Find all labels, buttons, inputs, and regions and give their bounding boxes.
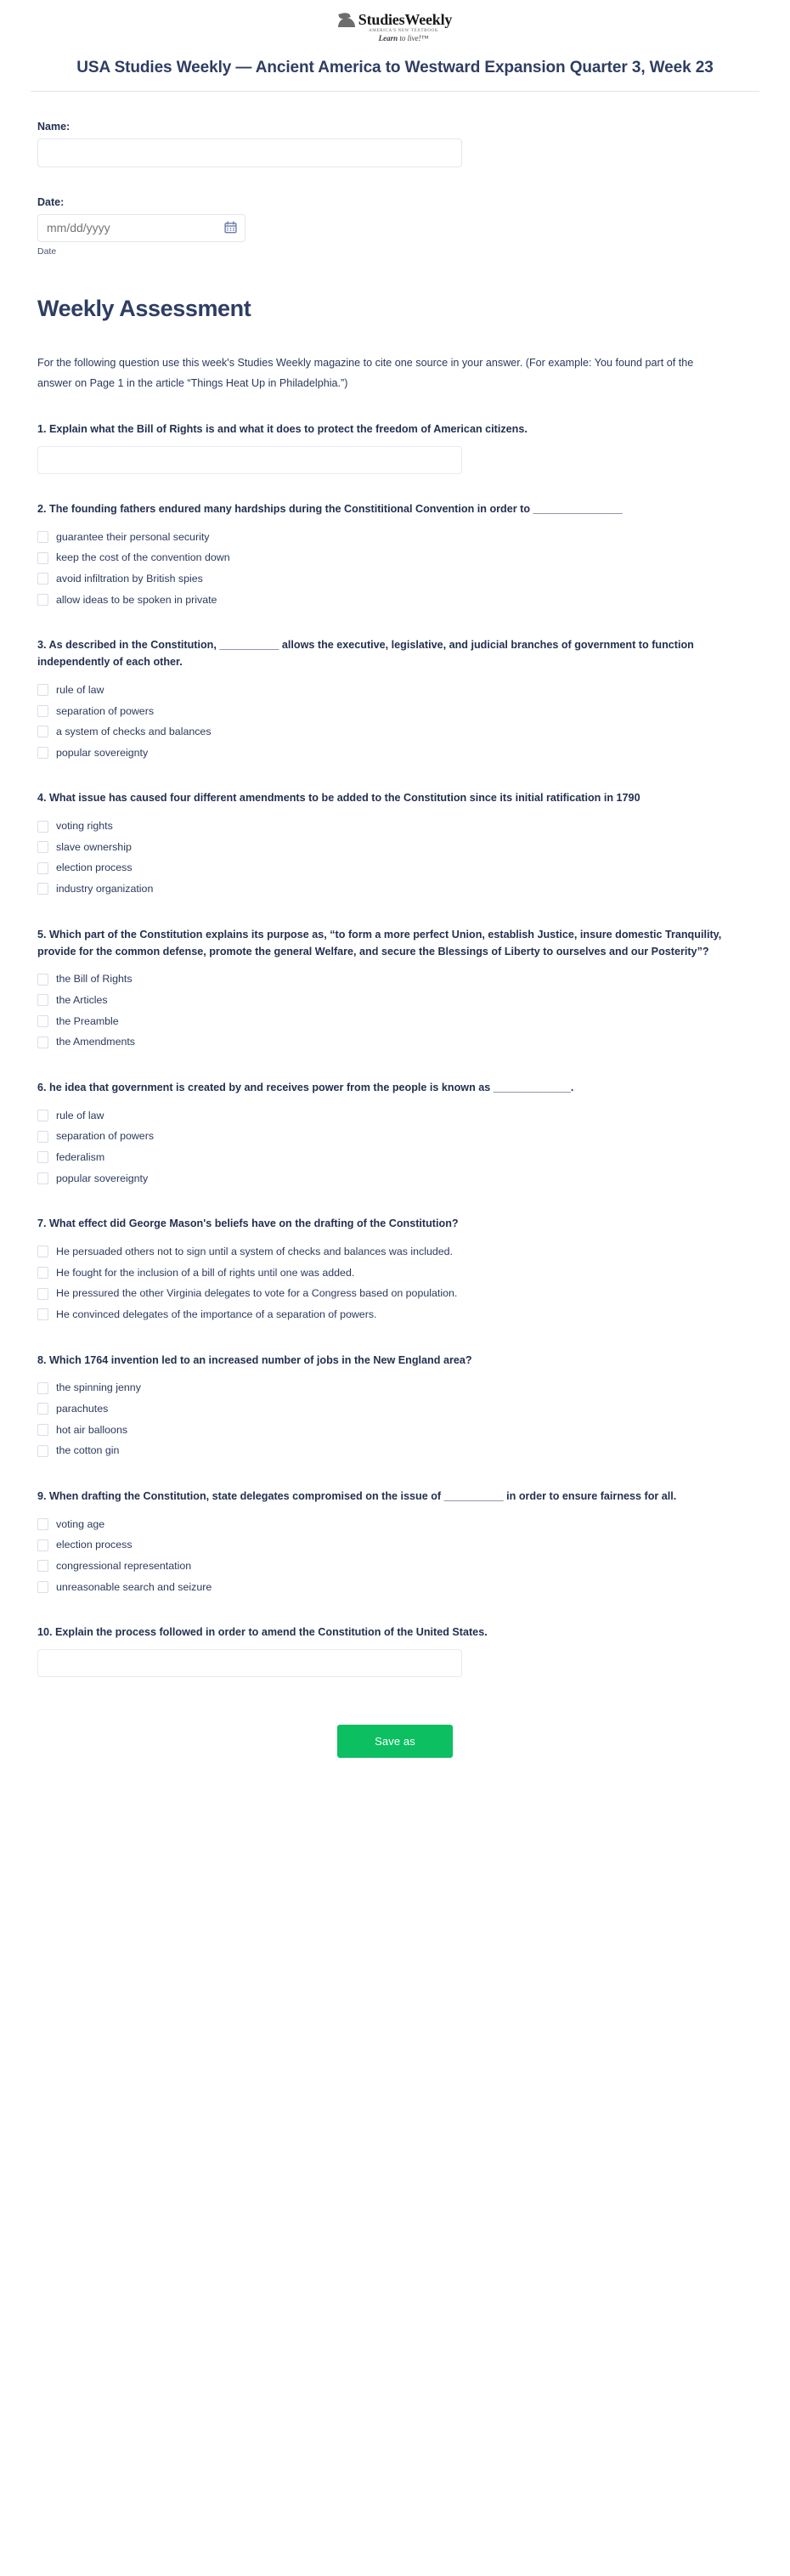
option-row[interactable] [37,969,753,990]
checkbox-icon[interactable] [37,1267,48,1279]
option-label: rule of law [56,683,104,696]
checkbox-icon[interactable] [37,841,48,853]
checkbox-icon[interactable] [37,1172,48,1184]
question-8 [37,1353,753,1461]
question-text: 2. The founding fathers endured many hardships during the Constititional Convention in order to _______________ [37,502,623,515]
calendar-icon[interactable] [224,221,237,234]
option-row[interactable] [37,743,753,764]
option-row[interactable] [37,1283,753,1304]
logo-tagline: AMERICA'S NEW TEXTBOOK [368,28,438,33]
option-label: voting rights [56,820,113,833]
checkbox-icon[interactable] [37,974,48,986]
checkbox-icon[interactable] [37,684,48,696]
question-2 [37,501,753,610]
question-3 [37,637,753,763]
option-row[interactable] [37,990,753,1011]
checkbox-icon[interactable] [37,1308,48,1320]
option-row[interactable] [37,878,753,900]
option-row[interactable] [37,590,753,611]
question-7-options [37,1241,753,1325]
question-text: 8. Which 1764 invention led to an increased number of jobs in the New England area? [37,1353,472,1366]
option-label: election process [56,1539,133,1551]
option-label: industry organization [56,883,154,895]
option-row[interactable] [37,568,753,590]
logo-slogan-bold: Learn [378,34,398,43]
option-row[interactable] [37,1556,753,1577]
option-row[interactable] [37,1031,753,1053]
option-row[interactable] [37,701,753,722]
question-text: 6. he idea that government is created by and receives power from the people is known as _____________. [37,1081,574,1093]
option-label: He persuaded others not to sign until a system of checks and balances was included. [56,1246,453,1258]
form-header [0,0,790,92]
option-label: the Bill of Rights [56,973,133,986]
checkbox-icon[interactable] [37,594,48,606]
option-row[interactable] [37,1304,753,1325]
option-row[interactable] [37,1398,753,1420]
option-row[interactable] [37,1168,753,1189]
option-label: the Preamble [56,1014,119,1027]
checkbox-icon[interactable] [37,1518,48,1530]
option-row[interactable] [37,857,753,878]
question-6 [37,1080,753,1189]
option-row[interactable] [37,1011,753,1032]
logo-slogan-rest: to live!™ [398,34,429,43]
question-text: 5. Which part of the Constitution explains its purpose as, “to form a more perfect Union, establish Justice, insure domestic Tranquility, provide for the common defense, promote the general Welfare, and secure the Blessings of Liberty to ourselves and our Posterity”? [37,928,722,958]
checkbox-icon[interactable] [37,552,48,564]
option-row[interactable] [37,547,753,568]
question-10 [37,1624,753,1677]
question-text: 4. What issue has caused four different amendments to be added to the Constitution since its initial ratification in 1790 [37,792,640,805]
option-row[interactable] [37,1534,753,1556]
question-1-answer-input[interactable] [37,446,462,474]
option-label: the Amendments [56,1036,135,1048]
checkbox-icon[interactable] [37,1382,48,1394]
option-label: keep the cost of the convention down [56,551,230,564]
option-label: He pressured the other Virginia delegates to vote for a Congress based on population. [56,1287,458,1300]
question-9-options [37,1514,753,1597]
logo-slogan [355,35,452,42]
question-1 [37,421,753,474]
checkbox-icon[interactable] [37,1424,48,1436]
save-as-button[interactable]: Save as [337,1725,453,1758]
option-label: guarantee their personal security [56,530,210,543]
option-row[interactable] [37,1420,753,1441]
option-row[interactable] [37,1241,753,1263]
question-3-options [37,680,753,763]
checkbox-icon[interactable] [37,747,48,759]
checkbox-icon[interactable] [37,1151,48,1163]
option-row[interactable] [37,1514,753,1535]
option-row[interactable] [37,837,753,858]
date-label: Date: [37,195,65,208]
title-divider [31,91,759,92]
checkbox-icon[interactable] [37,1110,48,1121]
checkbox-icon[interactable] [37,1560,48,1572]
option-label: slave ownership [56,840,132,853]
option-label: unreasonable search and seizure [56,1580,212,1593]
question-10-answer-input[interactable] [37,1649,462,1677]
option-label: He convinced delegates of the importance of a separation of powers. [56,1308,377,1320]
option-row[interactable] [37,1377,753,1398]
checkbox-icon[interactable] [37,726,48,737]
option-row[interactable] [37,816,753,837]
date-field-block [37,196,753,257]
name-field-block [37,121,753,167]
assessment-heading: Weekly Assessment [37,295,251,321]
question-text: 10. Explain the process followed in order to amend the Constitution of the United States. [37,1626,488,1639]
option-label: hot air balloons [56,1423,128,1436]
page-title: USA Studies Weekly — Ancient America to Westward Expansion Quarter 3, Week 23 [76,59,714,77]
option-label: separation of powers [56,1130,155,1143]
checkbox-icon[interactable] [37,883,48,895]
checkbox-icon[interactable] [37,1037,48,1048]
option-label: the spinning jenny [56,1381,141,1394]
logo-wordmark: StudiesWeekly [358,11,453,28]
option-row[interactable] [37,1105,753,1127]
date-input-wrapper [37,214,245,242]
checkbox-icon[interactable] [37,573,48,585]
name-input[interactable] [37,138,462,167]
option-row[interactable] [37,1147,753,1168]
option-label: popular sovereignty [56,746,149,759]
option-row[interactable] [37,527,753,548]
question-text: 9. When drafting the Constitution, state delegates compromised on the issue of __________ in order to ensure fairness for all. [37,1489,677,1502]
form-content [0,121,790,1809]
option-row[interactable] [37,1440,753,1461]
questions-list [37,421,753,1677]
checkbox-icon[interactable] [37,1403,48,1415]
option-label: the Articles [56,994,108,1007]
option-label: avoid infiltration by British spies [56,572,203,585]
question-5 [37,927,753,1053]
checkbox-icon[interactable] [37,531,48,543]
date-sub-label: Date [37,246,57,257]
option-label: parachutes [56,1403,109,1415]
option-row[interactable] [37,1263,753,1284]
option-label: a system of checks and balances [56,726,212,738]
option-label: rule of law [56,1109,104,1121]
option-label: federalism [56,1151,105,1164]
option-row[interactable] [37,1577,753,1598]
question-6-options [37,1105,753,1189]
option-row[interactable] [37,1126,753,1147]
option-label: congressional representation [56,1560,192,1573]
checkbox-icon[interactable] [37,862,48,874]
option-label: voting age [56,1517,105,1530]
option-row[interactable] [37,721,753,743]
checkbox-icon[interactable] [37,821,48,833]
form-actions [37,1725,753,1809]
question-4-options [37,816,753,899]
checkbox-icon[interactable] [37,1539,48,1551]
question-7 [37,1216,753,1325]
option-label: He fought for the inclusion of a bill of rights until one was added. [56,1266,355,1279]
option-label: popular sovereignty [56,1172,149,1184]
checkbox-icon[interactable] [37,994,48,1006]
question-9 [37,1489,753,1597]
option-label: the cotton gin [56,1444,120,1457]
name-label: Name: [37,120,71,133]
checkbox-icon[interactable] [37,1131,48,1143]
option-label: separation of powers [56,704,155,717]
question-4 [37,790,753,899]
checkbox-icon[interactable] [37,1445,48,1457]
option-label: election process [56,861,133,874]
assessment-intro: For the following question use this week's Studies Weekly magazine to cite one source in your answer. (For example: You found part of the answer on Page 1 in the article “Things Heat Up in Philadelphia.”) [37,356,694,390]
checkbox-icon[interactable] [37,1246,48,1257]
question-8-options [37,1377,753,1460]
option-label: allow ideas to be spoken in private [56,593,217,606]
question-text: 7. What effect did George Mason's beliefs have on the drafting of the Constitution? [37,1217,459,1230]
mountain-leaf-logo-icon [338,13,355,27]
checkbox-icon[interactable] [37,1288,48,1300]
question-5-options [37,969,753,1052]
checkbox-icon[interactable] [37,705,48,717]
question-2-options [37,527,753,610]
question-text: 1. Explain what the Bill of Rights is and what it does to protect the freedom of American citizens. [37,422,528,435]
question-text: 3. As described in the Constitution, __________ allows the executive, legislative, and judicial branches of government to function independently of each other. [37,639,694,669]
studies-weekly-logo [338,12,452,42]
option-row[interactable] [37,680,753,701]
checkbox-icon[interactable] [37,1015,48,1027]
checkbox-icon[interactable] [37,1581,48,1593]
logo-row [338,12,452,27]
date-input[interactable] [37,214,245,242]
